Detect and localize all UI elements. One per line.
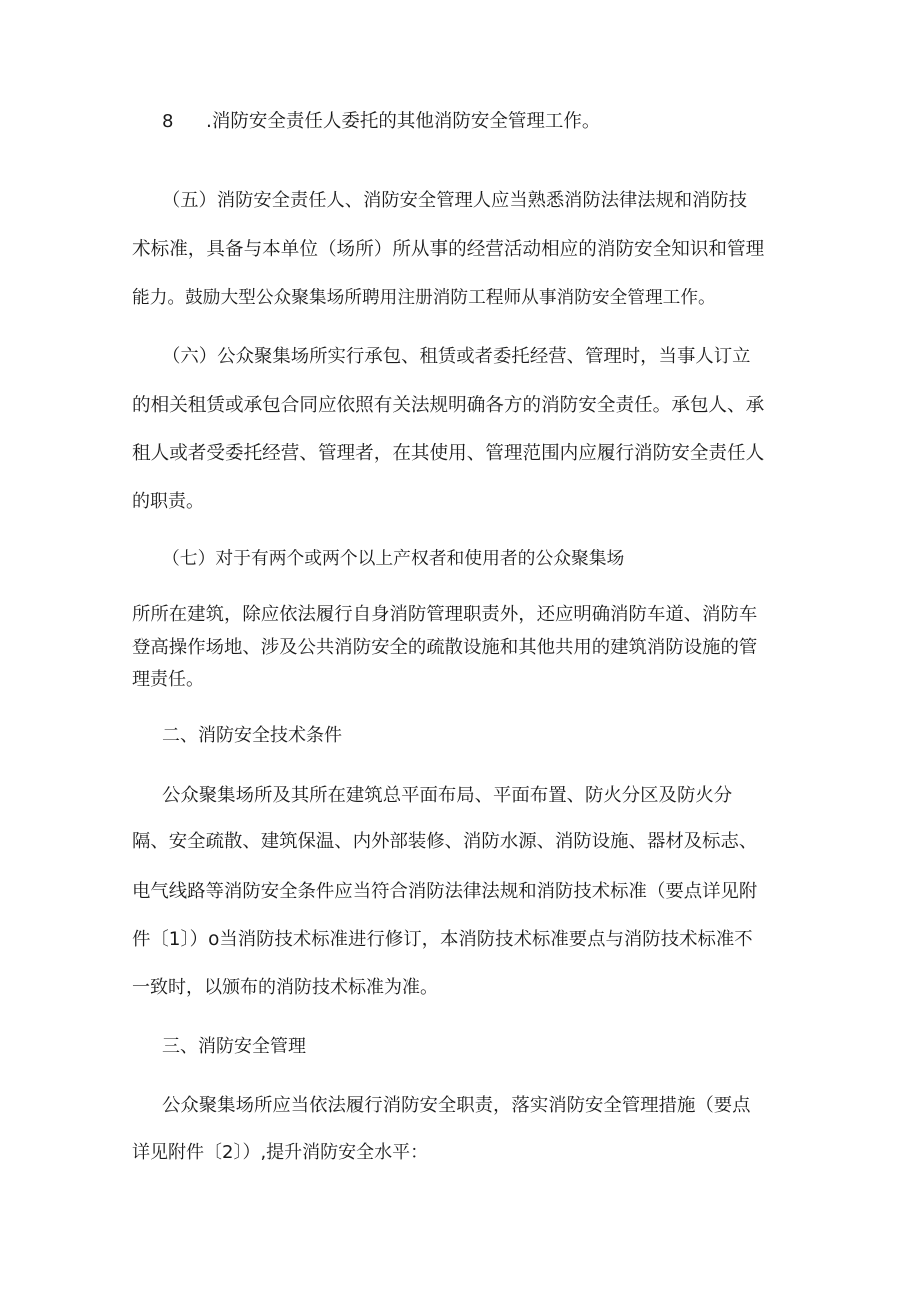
para-7-line-1: （七）对于有两个或两个以上产权者和使用者的公众聚集场: [162, 548, 625, 569]
section-2-line-5: 一致时，以颁布的消防技术标准为准。: [132, 977, 438, 998]
para-5-line-3: 能力。鼓励大型公众聚集场所聘用注册消防工程师从事消防安全管理工作。: [132, 288, 716, 308]
item-number: 8: [162, 111, 174, 132]
section-2-line-1: 公众聚集场所及其所在建筑总平面布局、平面布置、防火分区及防火分: [162, 785, 733, 806]
para-5-line-2: 术标准，具备与本单位（场所）所从事的经营活动相应的消防安全知识和管理: [132, 239, 765, 260]
item-8-text: .消防安全责任人委托的其他消防安全管理工作。: [206, 111, 601, 132]
section-3-line-1: 公众聚集场所应当依法履行消防安全职责，落实消防安全管理措施（要点: [162, 1095, 751, 1116]
section-2-heading: 二、消防安全技术条件: [162, 725, 342, 746]
section-2-line-4: 件〔1〕）o当消防技术标准进行修订，本消防技术标准要点与消防技术标准不: [132, 929, 753, 950]
para-7-line-2: 所所在建筑，除应依法履行自身消防管理职责外，还应明确消防车道、消防车: [132, 604, 758, 625]
para-6-line-1: （六）公众聚集场所实行承包、租赁或者委托经营、管理时，当事人订立: [162, 346, 751, 367]
para-7-line-3: 登高操作场地、涉及公共消防安全的疏散设施和其他共用的建筑消防设施的管: [132, 637, 758, 658]
para-6-line-2: 的相关租赁或承包合同应依照有关法规明确各方的消防安全责任。承包人、承: [132, 395, 765, 416]
para-6-line-4: 的职责。: [132, 491, 204, 512]
section-3-heading: 三、消防安全管理: [162, 1036, 306, 1057]
section-3-line-2: 详见附件〔2〕）,提升消防安全水平：: [132, 1142, 429, 1163]
para-5-line-1: （五）消防安全责任人、消防安全管理人应当熟悉消防法律法规和消防技: [162, 190, 747, 211]
para-6-line-3: 租人或者受委托经营、管理者，在其使用、管理范围内应履行消防安全责任人: [132, 443, 765, 464]
section-2-line-3: 电气线路等消防安全条件应当符合消防法律法规和消防技术标准（要点详见附: [132, 881, 758, 902]
section-2-line-2: 隔、安全疏散、建筑保温、内外部装修、消防水源、消防设施、器材及标志、: [132, 831, 758, 852]
para-7-line-4: 理责任。: [132, 669, 204, 690]
